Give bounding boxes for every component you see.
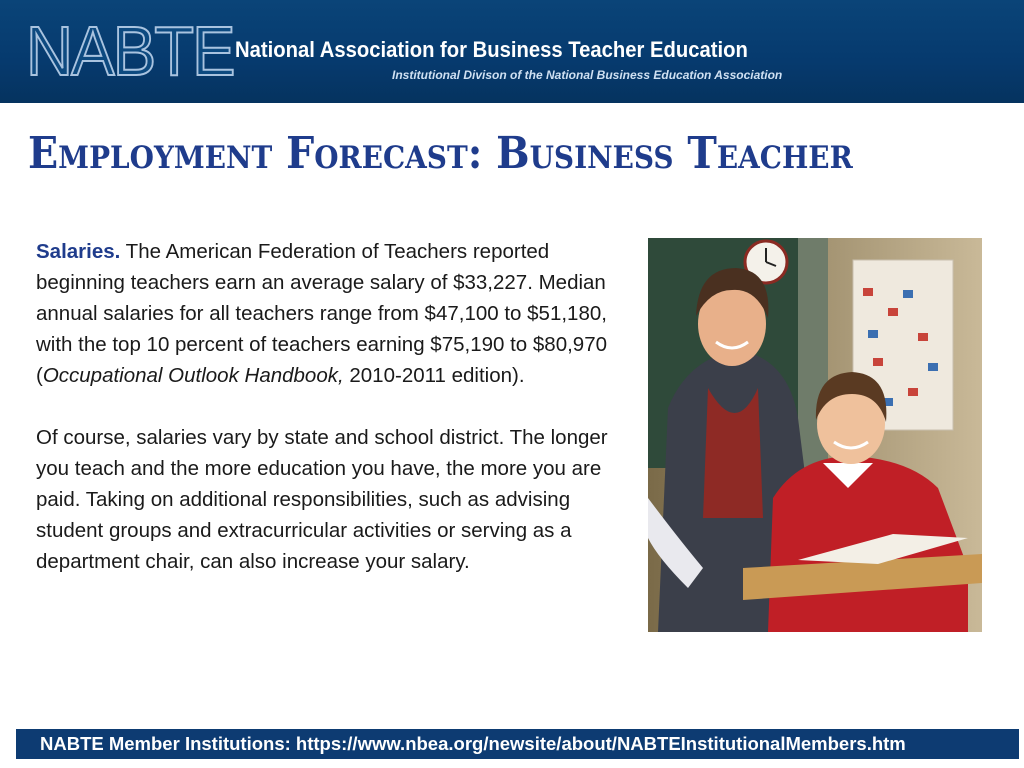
teacher-student-photo [648, 238, 982, 632]
organization-name: National Association for Business Teacher Education [235, 37, 748, 62]
salaries-text-a: The American Federation of Teachers reported beginning teachers earn an average salary of $33,227. Median annual salaries for all teachers range from $47,100 to $51,180, with the top 10 percent of teachers earning $75,190 to $80,970 ( [36, 240, 607, 387]
salaries-paragraph [36, 236, 636, 391]
header-banner [0, 0, 1024, 103]
classroom-photo-illustration [648, 238, 982, 632]
source-citation: Occupational Outlook Handbook, [42, 364, 344, 387]
salaries-lead-punct: . [114, 240, 121, 263]
salaries-text-b: 2010-2011 edition). [343, 364, 525, 387]
nabte-logo: NABTE [26, 12, 234, 90]
salaries-lead: Salaries [36, 240, 115, 263]
footer-bar: NABTE Member Institutions: https://www.nbea.org/newsite/about/NABTEInstitutionalMembers.htm [16, 729, 1019, 759]
salary-variation-paragraph: Of course, salaries vary by state and school district. The longer you teach and the more education you have, the more you are paid. Taking on additional responsibilities, such as advising student groups and extracurricular activities or serving as a department chair, can also increase your salary. [36, 426, 608, 573]
slide-body [36, 236, 636, 577]
organization-subtitle: Institutional Divison of the National Business Education Association [392, 68, 783, 82]
slide-title: Employment Forecast: Business Teacher [28, 128, 853, 179]
